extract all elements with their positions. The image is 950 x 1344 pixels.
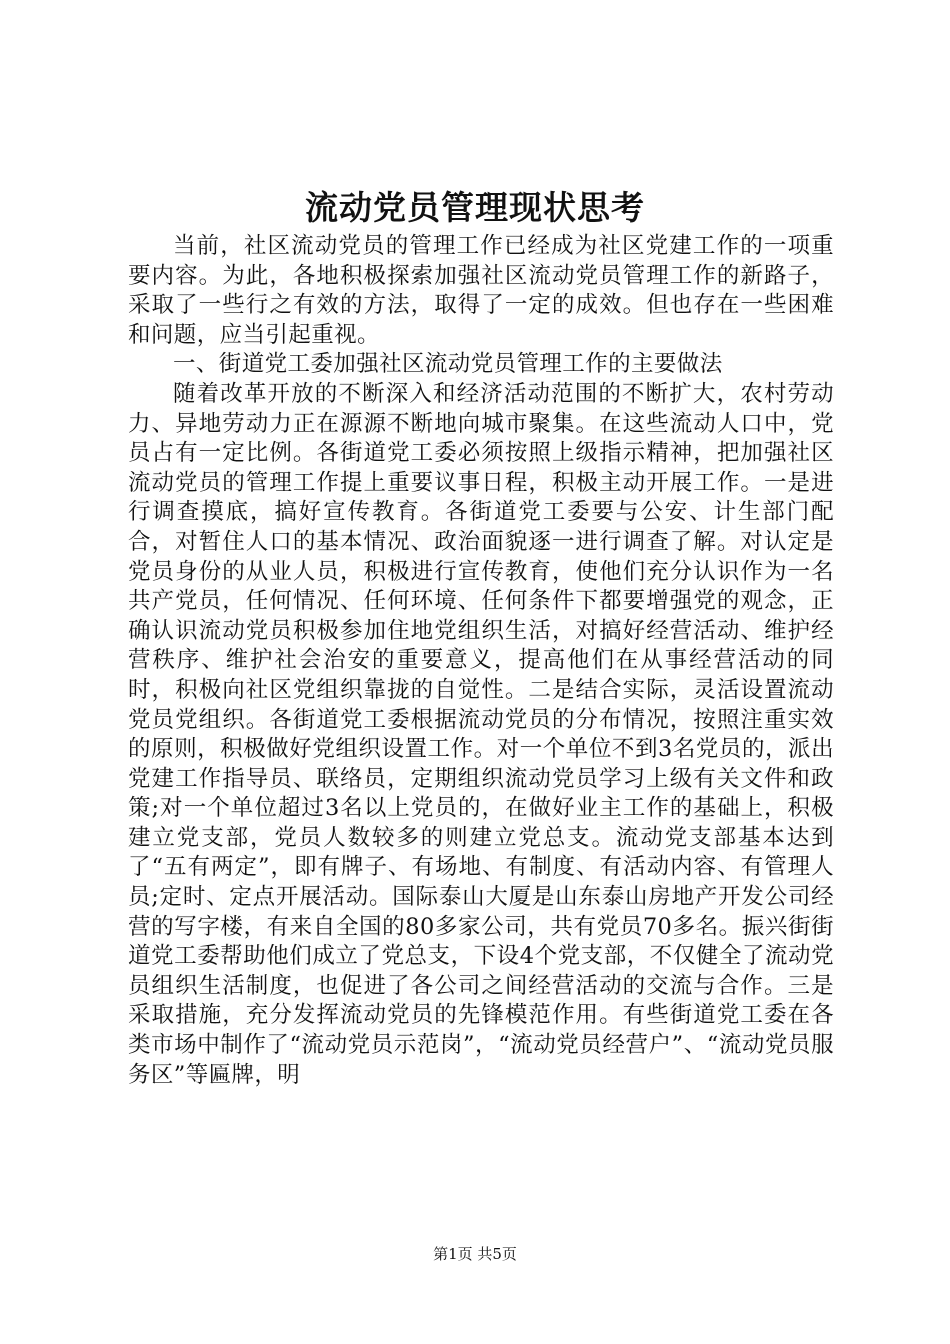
- section-heading: 一、街道党工委加强社区流动党员管理工作的主要做法: [173, 351, 723, 378]
- document-body: [128, 232, 834, 1090]
- paragraph-main: 随着改革开放的不断深入和经济活动范围的不断扩大，农村劳动力、异地劳动力正在源源不断地向城市聚集。在这些流动人口中，党员占有一定比例。各街道党工委必须按照上级指示精神，把加强社区流动党员的管理工作提上重要议事日程，积极主动开展工作。一是进行调查摸底，搞好宣传教育。各街道党工委要与公安、计生部门配合，对暂住人口的基本情况、政治面貌逐一进行调查了解。对认定是党员身份的从业人员，积极进行宣传教育，使他们充分认识作为一名共产党员，任何情况、任何环境、任何条件下都要增强党的观念，正确认识流动党员积极参加住地党组织生活，对搞好经营活动、维护经营秩序、维护社会治安的重要意义，提高他们在从事经营活动的同时，积极向社区党组织靠拢的自觉性。二是结合实际，灵活设置流动党员党组织。各街道党工委根据流动党员的分布情况，按照注重实效的原则，积极做好党组织设置工作。对一个单位不到3名党员的，派出党建工作指导员、联络员，定期组织流动党员学习上级有关文件和政策;对一个单位超过3名以上党员的，在做好业主工作的基础上，积极建立党支部，党员人数较多的则建立党总支。流动党支部基本达到了“五有两定”，即有牌子、有场地、有制度、有活动内容、有管理人员;定时、定点开展活动。国际泰山大厦是山东泰山房地产开发公司经营的写字楼，有来自全国的80多家公司，共有党员70多名。振兴街街道党工委帮助他们成立了党总支，下设4个党支部，不仅健全了流动党员组织生活制度，也促进了各公司之间经营活动的交流与合作。三是采取措施，充分发挥流动党员的先锋模范作用。有些街道党工委在各类市场中制作了“流动党员示范岗”，“流动党员经营户”、“流动党员服务区”等匾牌，明: [128, 380, 834, 1088]
- page-number-footer: 第1页 共5页: [433, 1245, 517, 1263]
- paragraph-intro: 当前，社区流动党员的管理工作已经成为社区党建工作的一项重要内容。为此，各地积极探索加强社区流动党员管理工作的新路子，采取了一些行之有效的方法，取得了一定的成效。但也存在一些困难和问题，应当引起重视。: [128, 233, 834, 348]
- document-title: 流动党员管理现状思考: [305, 188, 645, 227]
